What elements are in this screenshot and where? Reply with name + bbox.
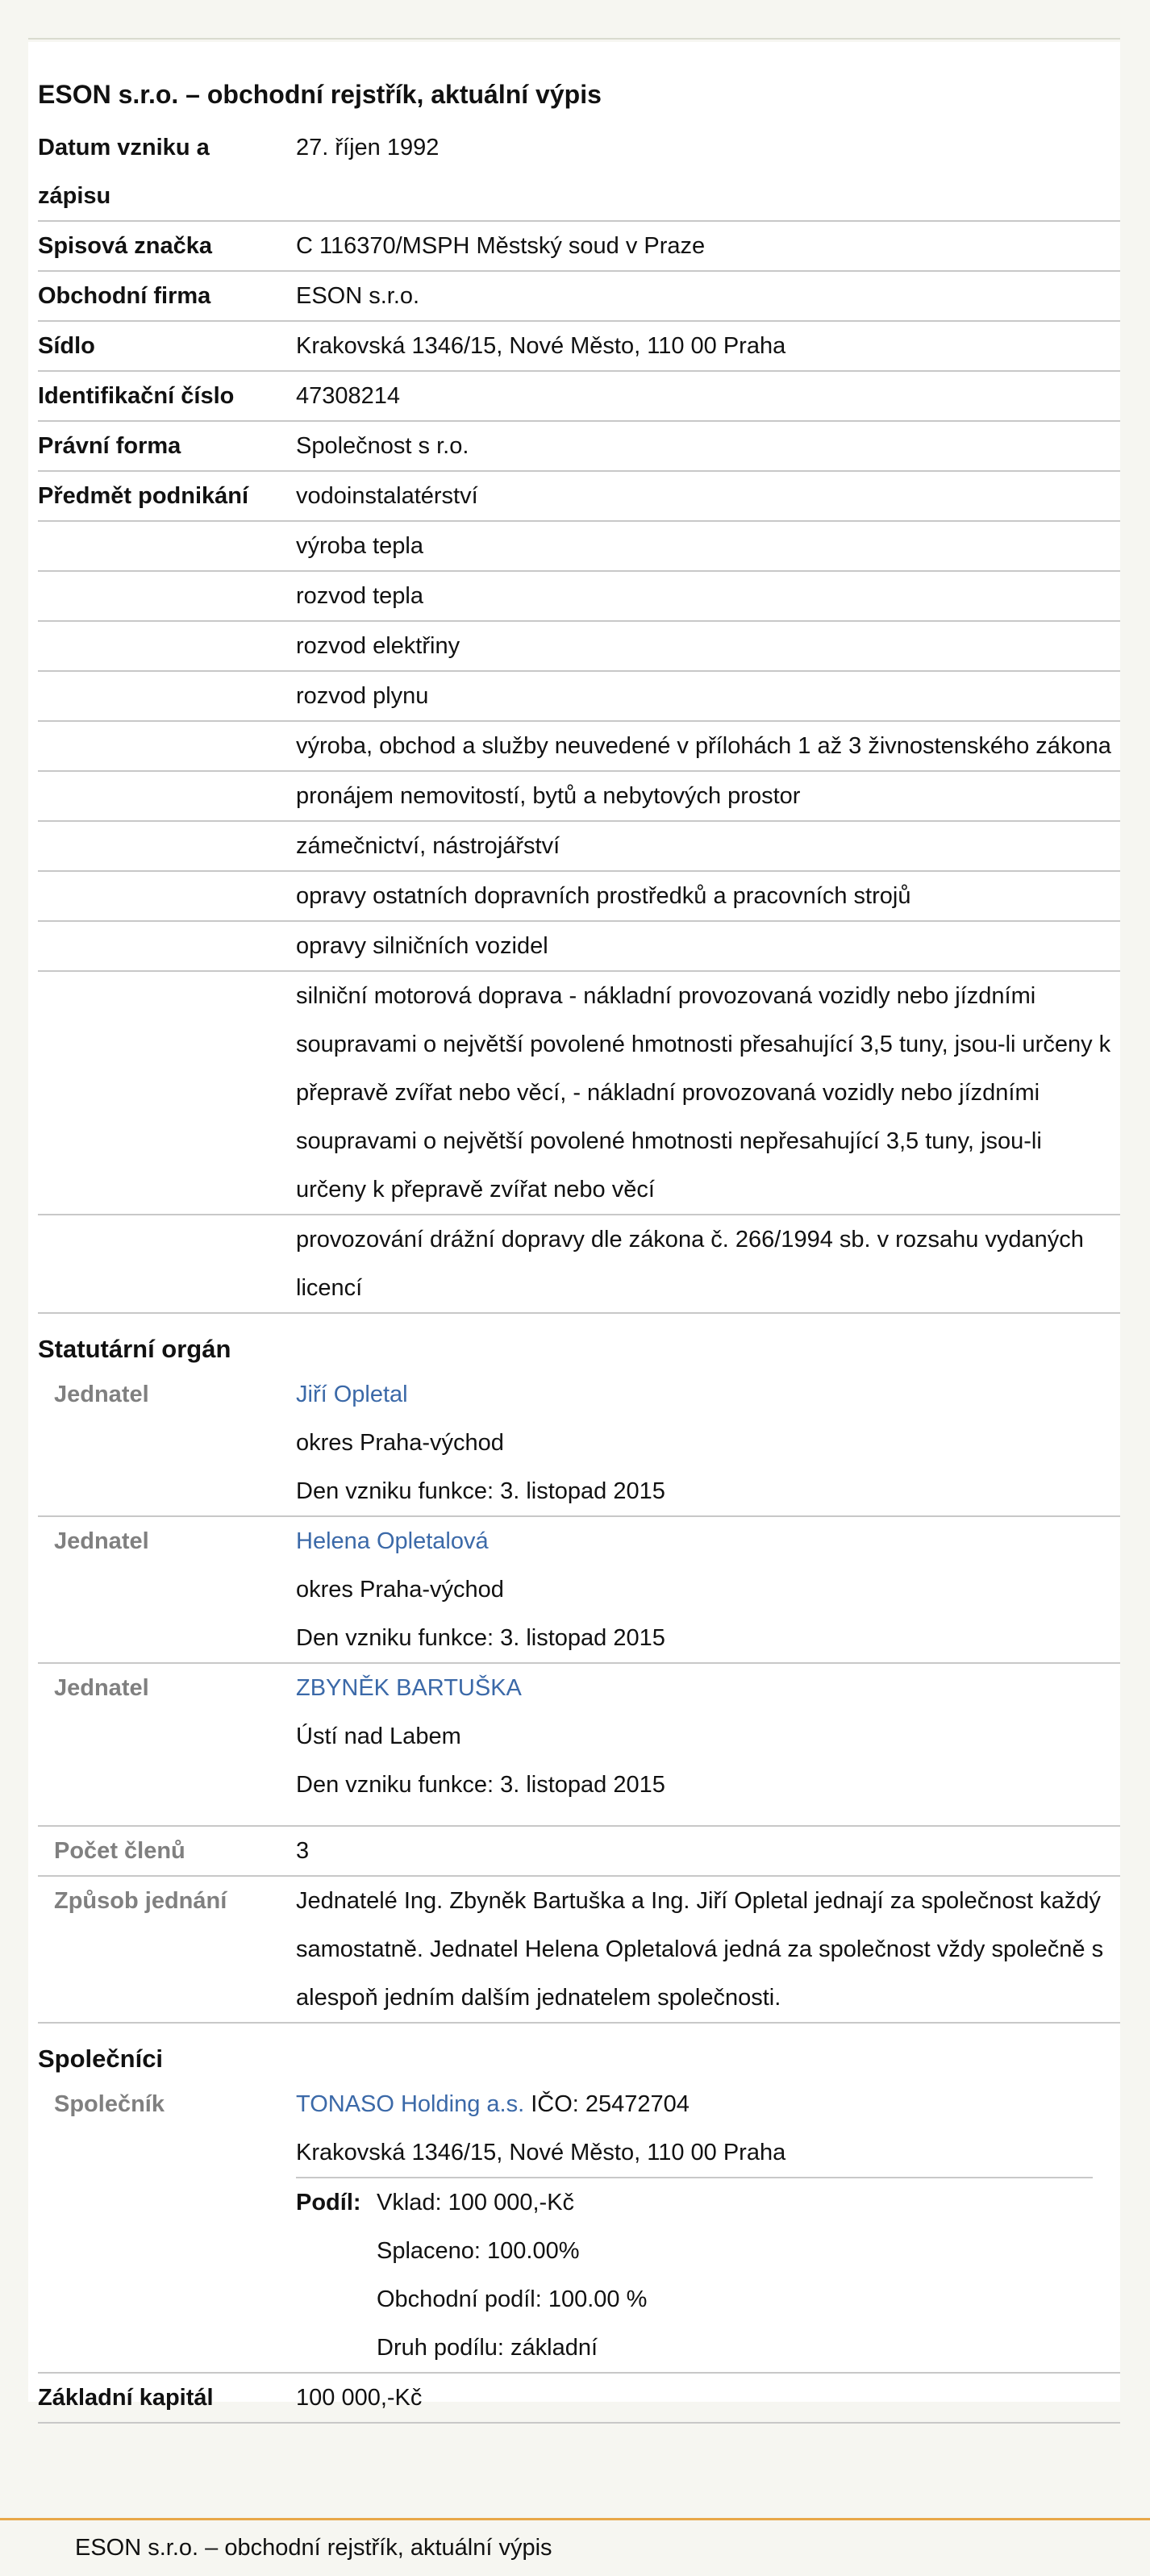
statutory-member — [38, 1370, 1120, 1517]
activity-value: opravy ostatních dopravních prostředků a pracovních strojů — [296, 883, 911, 909]
row-label: Sídlo — [38, 333, 95, 359]
partner-address: Krakovská 1346/15, Nové Město, 110 00 Praha — [296, 2140, 786, 2165]
statutory-member — [38, 1517, 1120, 1664]
member-since: Den vzniku funkce: 3. listopad 2015 — [296, 1625, 665, 1651]
row-value: Společnost s r.o. — [296, 433, 469, 459]
activity-row — [38, 672, 1120, 722]
activity-row — [38, 472, 1120, 522]
member-name-link[interactable]: Helena Opletalová — [296, 1528, 489, 1554]
activity-row — [38, 922, 1120, 972]
register-table — [38, 123, 1120, 2424]
activity-row — [38, 1215, 1120, 1314]
footer-title: ESON s.r.o. – obchodní rejstřík, aktuální výpis — [75, 2535, 552, 2561]
row-value: 27. říjen 1992 — [296, 135, 440, 160]
row-value: 47308214 — [296, 383, 401, 409]
member-place: okres Praha-východ — [296, 1430, 504, 1456]
manner-row — [38, 1877, 1120, 2024]
activity-value: zámečnictví, nástrojářství — [296, 833, 560, 859]
member-place: okres Praha-východ — [296, 1577, 504, 1603]
share-label: Podíl: — [296, 2190, 361, 2215]
register-extract-card — [28, 42, 1120, 2411]
member-since: Den vzniku funkce: 3. listopad 2015 — [296, 1772, 665, 1798]
row-label: Právní forma — [38, 433, 181, 459]
member-count-row — [38, 1827, 1120, 1877]
statutory-member — [38, 1664, 1120, 1827]
activity-value: silniční motorová doprava - nákladní provozovaná vozidly nebo jízdními soupravami o největší povolené hmotnosti přesahující 3,5 tuny, jsou-li určeny k přepravě zvířat nebo věcí, - nákladní provozovaná vozidly nebo jízdními soupravami o největší povolené hmotnosti nepřesahující 3,5 tuny, jsou-li určeny k přepravě zvířat nebo věcí — [296, 983, 1111, 1203]
row-business-name — [38, 272, 1120, 322]
row-value: Krakovská 1346/15, Nové Město, 110 00 Praha — [296, 333, 786, 359]
partner-name-link[interactable]: TONASO Holding a.s. — [296, 2091, 525, 2117]
row-label: Datum vzniku a zápisu — [38, 135, 210, 209]
row-date-of-incorporation — [38, 123, 1120, 222]
manner-label: Způsob jednání — [54, 1888, 227, 1914]
row-file-number — [38, 222, 1120, 272]
activity-value: opravy silničních vozidel — [296, 933, 548, 959]
share-paid: Splaceno: 100.00% — [377, 2238, 580, 2264]
top-rule — [28, 38, 1120, 40]
activities-label: Předmět podnikání — [38, 483, 249, 509]
activity-row — [38, 822, 1120, 872]
activity-row — [38, 722, 1120, 772]
activity-value: rozvod plynu — [296, 683, 429, 709]
member-place: Ústí nad Labem — [296, 1724, 461, 1749]
member-name-link[interactable]: ZBYNĚK BARTUŠKA — [296, 1675, 522, 1701]
member-count-label: Počet členů — [54, 1838, 185, 1864]
section-heading-partners: Společníci — [38, 2045, 164, 2073]
activity-row — [38, 522, 1120, 572]
share-type: Druh podílu: základní — [377, 2335, 598, 2361]
member-role: Jednatel — [54, 1675, 149, 1701]
activity-row — [38, 622, 1120, 672]
manner-value: Jednatelé Ing. Zbyněk Bartuška a Ing. Jiří Opletal jednají za společnost každý samostatně. Jednatel Helena Opletalová jedná za společnost vždy společně s alespoň jedním dalším jednatelem společnosti. — [296, 1888, 1104, 2011]
member-since: Den vzniku funkce: 3. listopad 2015 — [296, 1478, 665, 1504]
row-label: Identifikační číslo — [38, 383, 235, 409]
activity-value: rozvod elektřiny — [296, 633, 460, 659]
partner-row — [38, 2080, 1120, 2374]
share-block — [296, 2177, 1093, 2372]
row-label: Spisová značka — [38, 233, 212, 259]
activity-value: rozvod tepla — [296, 583, 423, 609]
activity-row — [38, 972, 1120, 1215]
share-business: Obchodní podíl: 100.00 % — [377, 2286, 648, 2312]
member-role: Jednatel — [54, 1382, 149, 1407]
activity-row — [38, 872, 1120, 922]
member-role: Jednatel — [54, 1528, 149, 1554]
page-title: ESON s.r.o. – obchodní rejstřík, aktuální výpis — [38, 80, 602, 109]
partner-ico: IČO: 25472704 — [531, 2091, 690, 2117]
activity-value: pronájem nemovitostí, bytů a nebytových prostor — [296, 783, 801, 809]
activity-row — [38, 572, 1120, 622]
section-heading-statutory: Statutární orgán — [38, 1335, 231, 1363]
partner-label: Společník — [54, 2091, 165, 2117]
activity-value: výroba, obchod a služby neuvedené v přílohách 1 až 3 živnostenského zákona — [296, 733, 1111, 759]
activity-value: výroba tepla — [296, 533, 423, 559]
capital-value: 100 000,-Kč — [296, 2385, 423, 2411]
row-value: ESON s.r.o. — [296, 283, 420, 309]
capital-label: Základní kapitál — [38, 2385, 214, 2411]
member-count-value: 3 — [296, 1838, 310, 1864]
member-name-link[interactable]: Jiří Opletal — [296, 1382, 408, 1407]
row-legal-form — [38, 422, 1120, 472]
row-seat — [38, 322, 1120, 372]
share-deposit: Vklad: 100 000,-Kč — [377, 2190, 575, 2215]
capital-row — [38, 2374, 1120, 2424]
footer-rule — [0, 2518, 1150, 2520]
activity-value: vodoinstalatérství — [296, 483, 478, 509]
activity-value: provozování drážní dopravy dle zákona č. 266/1994 sb. v rozsahu vydaných licencí — [296, 1227, 1084, 1301]
row-label: Obchodní firma — [38, 283, 211, 309]
row-value: C 116370/MSPH Městský soud v Praze — [296, 233, 706, 259]
row-id-number — [38, 372, 1120, 422]
activity-row — [38, 772, 1120, 822]
